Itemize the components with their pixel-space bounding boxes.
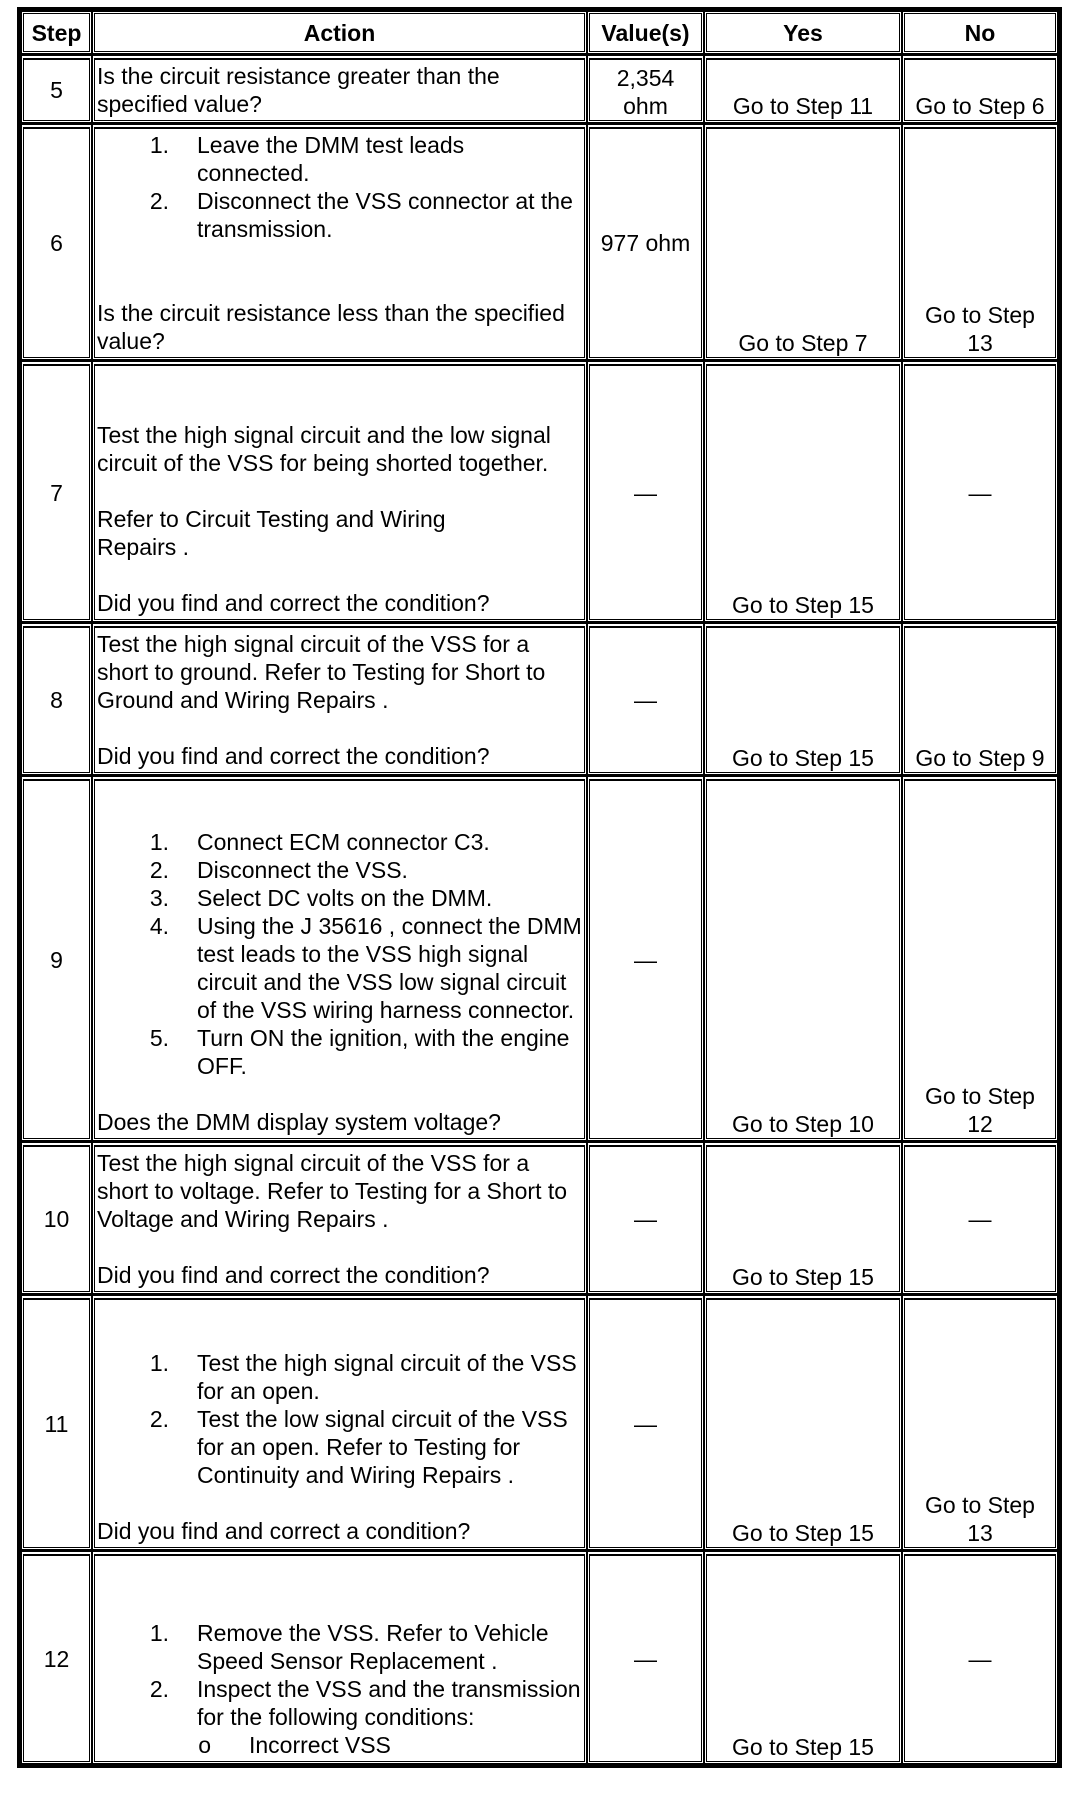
list-item: 1. Leave the DMM test leads connected. [149, 132, 465, 186]
question-text: Is the circuit resistance less than the specified value? [97, 300, 565, 354]
value-text: 2,354 ohm [616, 65, 675, 119]
value-cell: — [587, 360, 704, 622]
list-item: 4. Using the J 35616 , connect the DMM test leads to the VSS high signal circuit and the VSS low signal circuit of the VSS wiring harness connector. [149, 913, 582, 1023]
yes-cell: Go to Step 11 [704, 54, 902, 123]
no-cell: Go to Step 12 [902, 775, 1058, 1141]
list-item: 1. Remove the VSS. Refer to Vehicle Speed Sensor Replacement . [149, 1620, 549, 1674]
action-cell [92, 123, 587, 360]
table-row [21, 622, 1058, 775]
sub-list-item: o Incorrect VSS [97, 1731, 582, 1759]
step-number: 11 [21, 1294, 92, 1550]
no-cell: Go to Step 9 [902, 622, 1058, 775]
question-text: Did you find and correct the condition? [97, 590, 490, 616]
diagnostic-table-sheet [17, 7, 1054, 1768]
no-cell: — [902, 1550, 1058, 1764]
step-number: 12 [21, 1550, 92, 1764]
step-list [97, 1349, 582, 1489]
list-item: 5. Turn ON the ignition, with the engine OFF. [149, 1025, 570, 1079]
no-cell: Go to Step 13 [902, 123, 1058, 360]
diagnostic-table [17, 7, 1062, 1768]
yes-cell: Go to Step 15 [704, 360, 902, 622]
no-cell: — [902, 360, 1058, 622]
action-cell [92, 54, 587, 123]
value-cell: — [587, 775, 704, 1141]
yes-cell: Go to Step 15 [704, 622, 902, 775]
header-step: Step [21, 11, 92, 54]
step-number: 5 [21, 54, 92, 123]
list-item: 2. Inspect the VSS and the transmission for the following conditions: [149, 1676, 581, 1730]
value-cell: — [587, 1141, 704, 1294]
instruction-text: Test the high signal circuit of the VSS for a short to voltage. Refer to Testing for a Short to Voltage and Wiring Repairs . [97, 1150, 568, 1232]
value-cell: — [587, 1294, 704, 1550]
no-cell: Go to Step 13 [902, 1294, 1058, 1550]
instruction-text: Test the high signal circuit of the VSS for a short to ground. Refer to Testing for Short to Ground and Wiring Repairs . [97, 631, 546, 713]
value-cell [587, 54, 704, 123]
header-action: Action [92, 11, 587, 54]
action-cell [92, 1294, 587, 1550]
refer-text: Refer to Circuit Testing and Wiring Repairs . [97, 506, 446, 560]
yes-cell: Go to Step 10 [704, 775, 902, 1141]
table-row [21, 54, 1058, 123]
step-number: 10 [21, 1141, 92, 1294]
question-text: Did you find and correct the condition? [97, 1262, 490, 1288]
action-cell [92, 775, 587, 1141]
table-row [21, 1294, 1058, 1550]
step-number: 9 [21, 775, 92, 1141]
header-value: Value(s) [587, 11, 704, 54]
list-item: 1. Connect ECM connector C3. [149, 829, 490, 855]
table-row [21, 123, 1058, 360]
table-row [21, 775, 1058, 1141]
header-yes: Yes [704, 11, 902, 54]
value-cell: 977 ohm [587, 123, 704, 360]
table-row [21, 360, 1058, 622]
step-list [97, 131, 582, 243]
step-number: 7 [21, 360, 92, 622]
yes-cell: Go to Step 7 [704, 123, 902, 360]
yes-cell: Go to Step 15 [704, 1294, 902, 1550]
no-cell: — [902, 1141, 1058, 1294]
list-item: 2. Test the low signal circuit of the VSS for an open. Refer to Testing for Continuity and Wiring Repairs . [149, 1406, 568, 1488]
list-item: 1. Test the high signal circuit of the VSS for an open. [149, 1350, 577, 1404]
action-cell [92, 1141, 587, 1294]
value-cell: — [587, 1550, 704, 1764]
question-text: Did you find and correct the condition? [97, 743, 490, 769]
list-item: 2. Disconnect the VSS connector at the transmission. [149, 188, 573, 242]
no-cell: Go to Step 6 [902, 54, 1058, 123]
question-text: Is the circuit resistance greater than the specified value? [97, 63, 500, 117]
step-number: 8 [21, 622, 92, 775]
list-item: 2. Disconnect the VSS. [149, 857, 408, 883]
table-row [21, 1550, 1058, 1764]
yes-cell: Go to Step 15 [704, 1550, 902, 1764]
action-cell [92, 622, 587, 775]
list-item: 3. Select DC volts on the DMM. [149, 885, 493, 911]
action-cell [92, 1550, 587, 1764]
question-text: Did you find and correct a condition? [97, 1518, 471, 1544]
value-cell: — [587, 622, 704, 775]
header-row [21, 11, 1058, 54]
yes-cell: Go to Step 15 [704, 1141, 902, 1294]
step-list [97, 1619, 582, 1731]
question-text: Does the DMM display system voltage? [97, 1109, 501, 1135]
step-list [97, 828, 582, 1080]
action-cell [92, 360, 587, 622]
header-no: No [902, 11, 1058, 54]
step-number: 6 [21, 123, 92, 360]
table-row [21, 1141, 1058, 1294]
instruction-text: Test the high signal circuit and the low signal circuit of the VSS for being shorted together. [97, 422, 551, 476]
bullet-icon: o [198, 1732, 211, 1758]
